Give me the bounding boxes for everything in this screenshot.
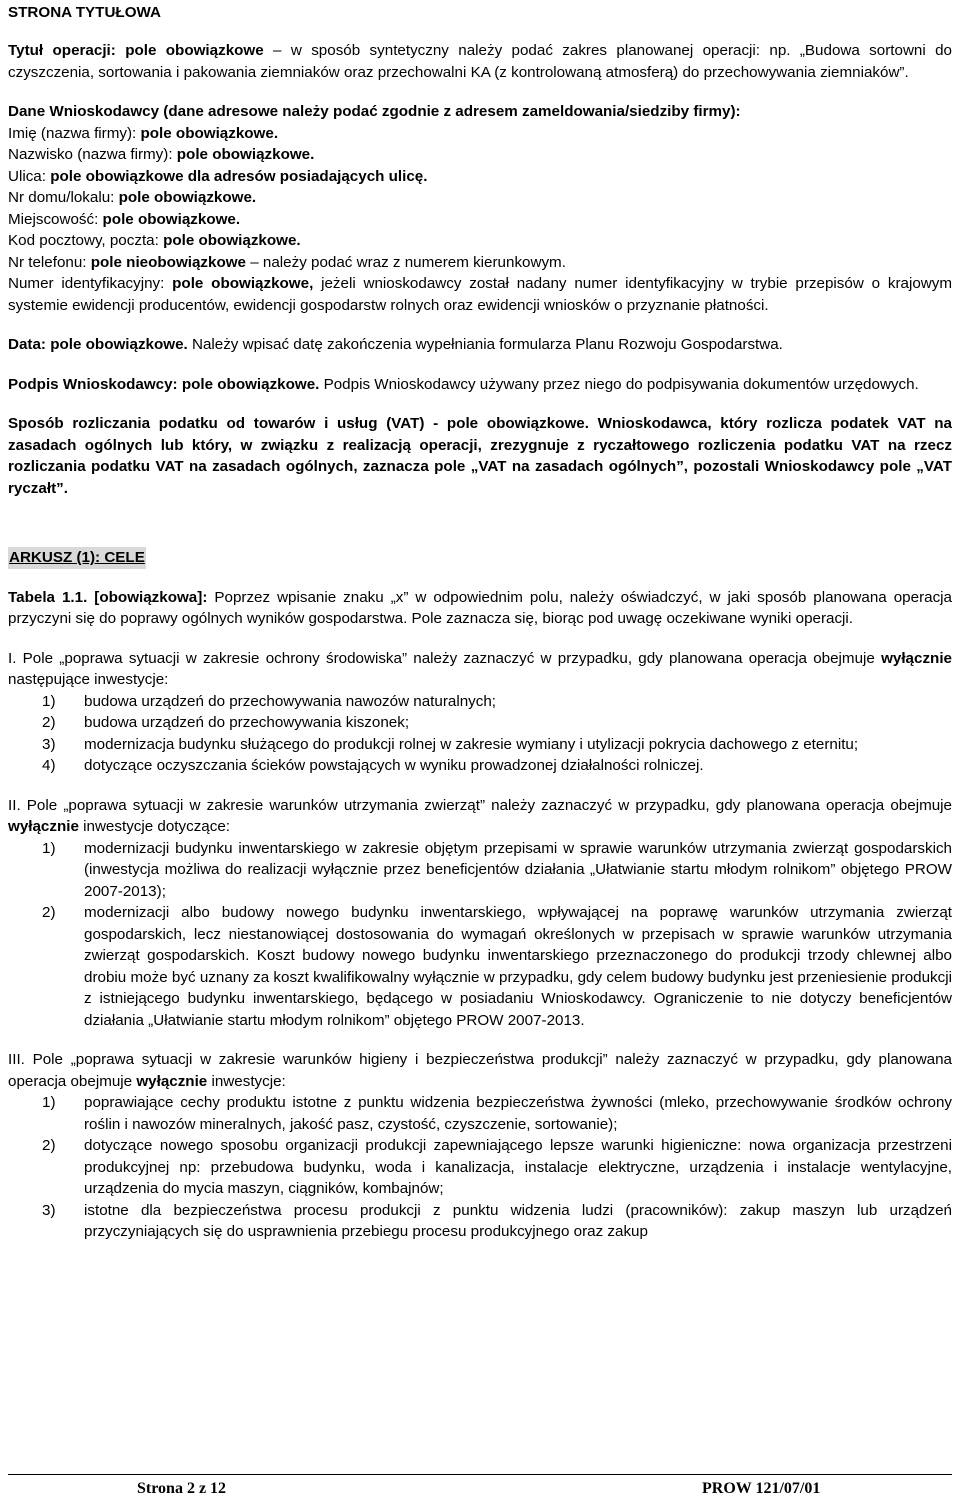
section-1-intro: I. Pole „poprawa sytuacji w zakresie ochrony środowiska” należy zaznaczyć w przypadku, gdy planowana operacja obejmuje wyłącznie następujące inwestycje: [8,649,952,688]
list-item: 1) budowa urządzeń do przechowywania nawozów naturalnych; [42,692,496,710]
signature-field-label: Podpis Wnioskodawcy: pole obowiązkowe. [8,375,320,393]
list-item: 2) budowa urządzeń do przechowywania kiszonek; [42,714,410,731]
applicant-fields [8,123,952,317]
section-3-intro: III. Pole „poprawa sytuacji w zakresie warunków higieny i bezpieczeństwa produkcji” należy zaznaczyć w przypadku, gdy planowana operacja obejmuje wyłącznie inwestycje: [8,1051,952,1090]
section-1-list [8,691,952,777]
list-item: 1) poprawiające cechy produktu istotne z punktu widzenia bezpieczeństwa żywności (mleko, przechowywanie środków ochrony roślin i nawozów mineralnych, jakość pasz, czystość, czyszczenie, sortowanie); [42,1094,952,1133]
operation-title-label: Tytuł operacji: pole obowiązkowe [8,42,264,59]
operation-title-text: – w sposób syntetyczny należy podać zakres planowanej operacji: np. „Budowa sortowni do czyszczenia, sortowania i pakowania ziemniaków oraz przechowalni KA (z kontrolowaną atmosferą) do przechowywania ziemniaków”. [8,42,953,81]
signature-field-paragraph: Podpis Wnioskodawcy: pole obowiązkowe. Podpis Wnioskodawcy używany przez niego do podpisywania dokumentów urzędowych. [8,375,919,393]
applicant-field: Nazwisko (nazwa firmy): pole obowiązkowe. [8,146,315,163]
operation-title-paragraph [8,40,952,83]
list-item: 3) istotne dla bezpieczeństwa procesu produkcji z punktu widzenia ludzi (pracowników): zakup maszyn lub urządzeń przyczyniających się do usprawnienia przebiegu procesu produkcyjnego oraz zakup [42,1201,952,1240]
table-1-1-label: Tabela 1.1. [obowiązkowa]: [8,588,208,606]
section-2-intro: II. Pole „poprawa sytuacji w zakresie warunków utrzymania zwierząt” należy zaznaczyć w przypadku, gdy planowana operacja obejmuje wyłącznie inwestycje dotyczące: [8,796,952,835]
list-item: 2) modernizacji albo budowy nowego budynku inwentarskiego, wpływającej na poprawę warunków utrzymania zwierząt gospodarskich, lecz niestanowiącej dostosowania do wymagań określonych w przepisach w sprawie warunków utrzymania zwierząt gospodarskich. Koszt budowy nowego budynku inwentarskiego przeznaczonego do produkcji trzody chlewnej albo drobiu może być uznany za koszt kwalifikowalny wyłącznie w przypadku, gdy celem budowy budynku jest przeniesienie produkcji z istniejącego budynku inwentarskiego, będącego w posiadaniu Wnioskodawcy. Ograniczenie to nie dotyczy beneficjentów działania „Ułatwianie startu młodym rolnikom” objętego PROW 2007-2013. [42,904,952,1029]
list-item: 4) dotyczące oczyszczania ścieków powstających w wyniku prowadzonej działalności rolniczej. [42,757,704,774]
applicant-field: Numer identyfikacyjny: pole obowiązkowe, jeżeli wnioskodawcy został nadany numer identyfikacyjny w trybie przepisów o krajowym systemie ewidencji producentów, ewidencji gospodarstw rolnych oraz ewidencji wniosków o przyznanie płatności. [8,275,952,314]
list-item: 1) modernizacji budynku inwentarskiego w zakresie objętym przepisami w sprawie warunków utrzymania zwierząt gospodarskich (inwestycja możliwa do realizacji wyłącznie przez beneficjentów działania „Ułatwianie startu młodym rolnikom” objętego PROW 2007-2013); [42,839,952,900]
page-footer [0,1474,960,1500]
document-code: PROW 121/07/01 [702,1480,821,1497]
applicant-header: Dane Wnioskodawcy (dane adresowe należy podać zgodnie z adresem zameldowania/siedziby firmy): [8,103,741,120]
table-1-1-paragraph: Tabela 1.1. [obowiązkowa]: Poprzez wpisanie znaku „x” w odpowiednim polu, należy oświadczyć, w jaki sposób planowana operacja przyczyni się do poprawy ogólnych wyników gospodarstwa. Pole zaznacza się, biorąc pod uwagę oczekiwane wyniki operacji. [8,588,952,627]
date-field-paragraph: Data: pole obowiązkowe. Należy wpisać datę zakończenia wypełniania formularza Planu Rozwoju Gospodarstwa. [8,336,783,353]
applicant-field: Kod pocztowy, poczta: pole obowiązkowe. [8,232,301,249]
applicant-field: Nr telefonu: pole nieobowiązkowe – należy podać wraz z numerem kierunkowym. [8,253,566,271]
date-field-label: Data: pole obowiązkowe. [8,336,188,353]
section-2-list [8,838,952,1032]
section-3-list [8,1092,952,1243]
applicant-field: Miejscowość: pole obowiązkowe. [8,210,241,228]
applicant-field: Ulica: pole obowiązkowe dla adresów posiadających ulicę. [8,167,428,185]
applicant-field: Nr domu/lokalu: pole obowiązkowe. [8,189,257,206]
vat-paragraph: Sposób rozliczania podatku od towarów i usług (VAT) - pole obowiązkowe. Wnioskodawca, który rozlicza podatek VAT na zasadach ogólnych lub który, w związku z realizacją operacji, zrezygnuje z ryczałtowego rozliczenia podatku VAT na rzecz rozliczania podatku VAT na zasadach ogólnych, zaznacza pole „VAT na zasadach ogólnych”, pozostali Wnioskodawcy pole „VAT ryczałt”. [8,415,952,497]
list-item: 3) modernizacja budynku służącego do produkcji rolnej w zakresie wymiany i utylizacji pokrycia dachowego z eternitu; [42,735,859,753]
footer-divider [8,1474,952,1475]
page-number: Strona 2 z 12 [137,1480,227,1497]
page-title: STRONA TYTUŁOWA [8,4,161,21]
applicant-field: Imię (nazwa firmy): pole obowiązkowe. [8,124,279,142]
list-item: 2) dotyczące nowego sposobu organizacji produkcji zapewniającego lepsze warunki higieniczne: nowa organizacja przestrzeni produkcyjnej np: przebudowa budynku, woda i kanalizacja, instalacje elektryczne, urządzenia i instalacje wentylacyjne, urządzenia do mycia maszyn, ciągników, kombajnów; [42,1137,952,1197]
document-page [8,0,952,1243]
sheet-title: ARKUSZ (1): CELE [8,547,146,569]
